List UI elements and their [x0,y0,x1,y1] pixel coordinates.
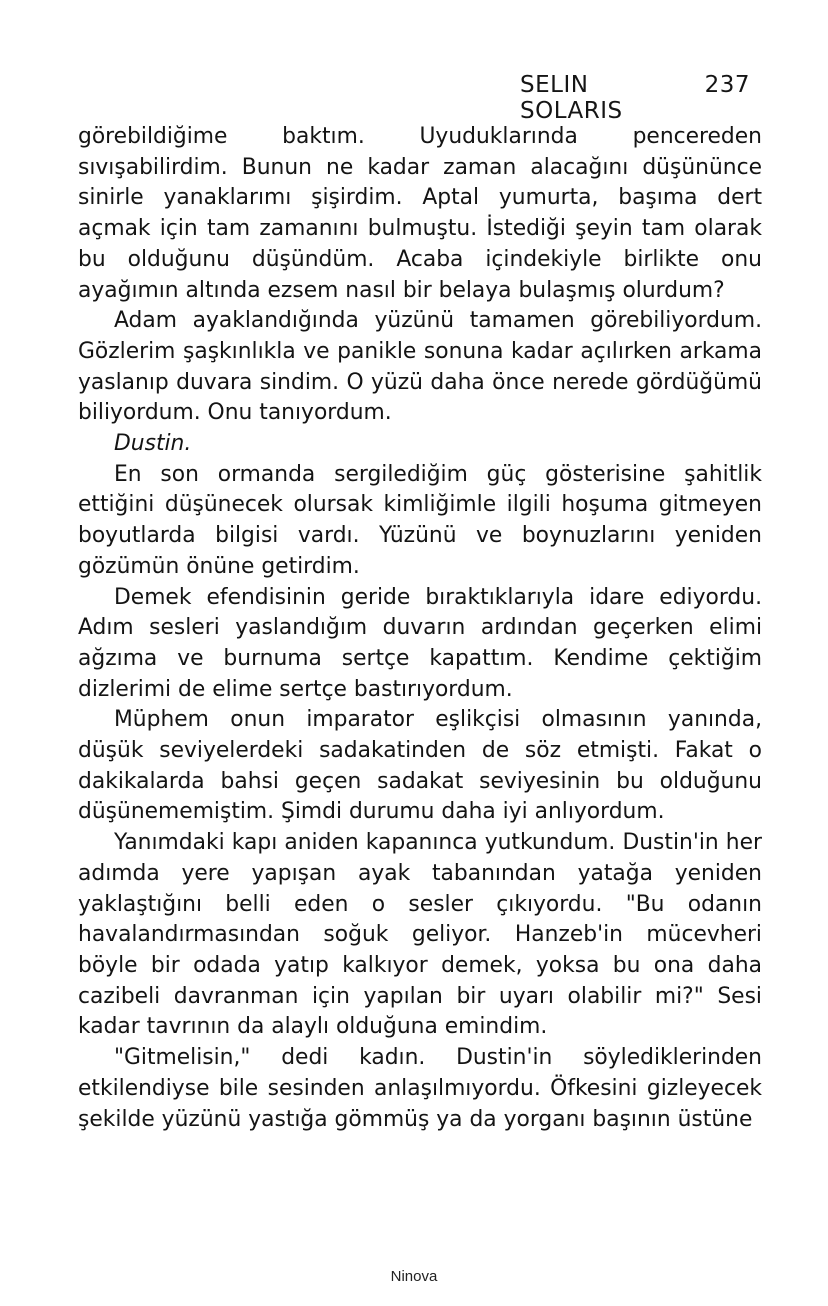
paragraph: Müphem onun imparator eşlikçisi olmasının yanında, düşük seviyelerdeki sadakatinden de söz etmişti. Fakat o dakikalarda bahsi geçen sadakat seviyesinin bu olduğunu düşünememiştim. Şimdi durumu daha iyi anlıyordum. [78,707,762,825]
paragraph: Adam ayaklandığında yüzünü tamamen görebiliyordum. Gözlerim şaşkınlıkla ve panikle sonuna kadar açılırken arkama yaslanıp duvara sindim. O yüzü daha önce nerede gördüğümü biliyordum. Onu tanıyordum. [78,308,762,426]
paragraph: Yanımdaki kapı aniden kapanınca yutkundum. Dustin'in her adımda yere yapışan ayak tabanından yatağa yeniden yaklaştığını belli eden o sesler çıkıyordu. "Bu odanın havalandırmasından soğuk geliyor. Hanzeb'in mücevheri böyle bir odada yatıp kalkıyor demek, yoksa bu ona daha cazibeli davranman için yapılan bir uyarı olabilir mi?" Sesi kadar tavrının da alaylı olduğuna emindim. [78,830,762,1040]
running-header [520,72,750,124]
paragraph: "Gitmelisin," dedi kadın. Dustin'in söylediklerinden etkilendiyse bile sesinden anlaşılmıyordu. Öfkesini gizleyecek şekilde yüzünü yastığa gömmüş ya da yorganı başının üstüne [78,1045,762,1132]
paragraph-name: Dustin. [114,431,192,457]
publisher-footer: Ninova [390,1268,438,1285]
running-title: SELIN SOLARIS [520,72,623,124]
paragraph: görebildiğime baktım. Uyuduklarında pencereden sıvışabilirdim. Bunun ne kadar zaman alacağını düşününce sinirle yanaklarımı şişirdim. Aptal yumurta, başıma dert açmak için tam zamanını bulmuştu. İstediği şeyin tam olarak bu olduğunu düşündüm. Acaba içindekiyle birlikte onu ayağımın altında ezsem nasıl bir belaya bulaşmış olurdum? [78,124,762,303]
page-number: 237 [704,72,750,98]
paragraph: Demek efendisinin geride bıraktıklarıyla idare ediyordu. Adım sesleri yaslandığım duvarın ardından geçerken elimi ağzıma ve burnuma sertçe kapattım. Kendime çektiğim dizlerimi de elime sertçe bastırıyordum. [78,584,762,702]
paragraph: En son ormanda sergilediğim güç gösterisine şahitlik ettiğini düşünecek olursak kimliğimle ilgili hoşuma gitmeyen boyutlarda bilgisi vardı. Yüzünü ve boynuzlarını yeniden gözümün önüne getirdim. [78,461,762,579]
body-text [78,122,762,1135]
